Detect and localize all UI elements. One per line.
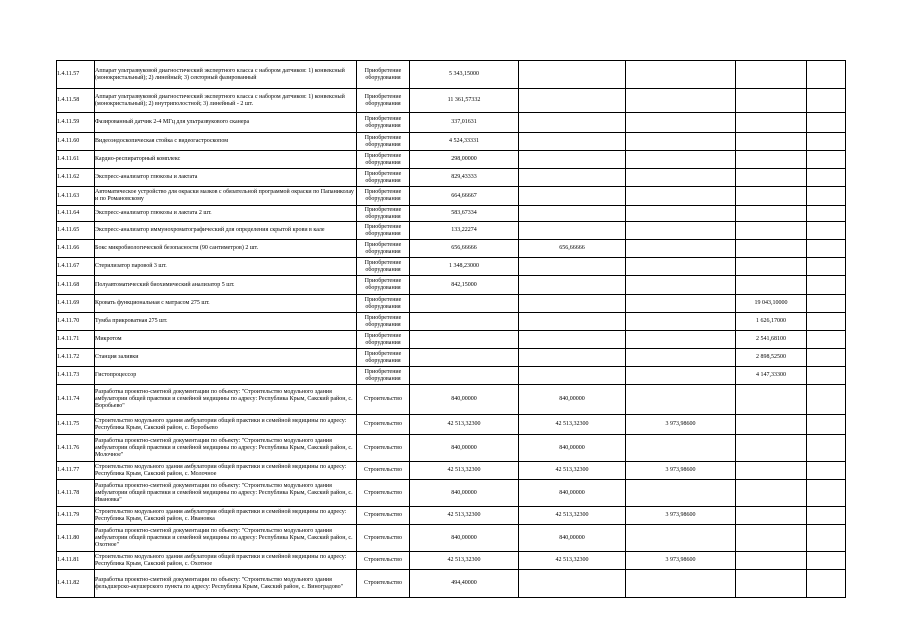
row-value-1: 42 513,32300 — [410, 415, 519, 435]
row-type: Приобретение оборудования — [357, 313, 410, 331]
row-value-1: 656,66666 — [410, 240, 519, 258]
row-value-3 — [626, 61, 736, 89]
table-row — [57, 385, 846, 415]
row-type: Строительство — [357, 385, 410, 415]
row-type: Строительство — [357, 435, 410, 462]
row-value-4 — [736, 133, 807, 151]
row-code: 1.4.11.64 — [57, 206, 95, 222]
table-row — [57, 552, 846, 570]
row-value-1: 4 524,33331 — [410, 133, 519, 151]
table-row — [57, 331, 846, 349]
row-value-4 — [736, 415, 807, 435]
row-description: Разработка проектно-сметной документации по объекту: "Строительство модульного здания амбулатории общей практики и семейной медицины по адресу: Республика Крым, Сакский район, с. Молочное" — [95, 435, 357, 462]
row-value-1 — [410, 313, 519, 331]
row-value-2: 42 513,32300 — [519, 507, 626, 525]
row-value-1: 1 348,23000 — [410, 258, 519, 276]
table-row — [57, 480, 846, 507]
row-empty-cell — [807, 435, 846, 462]
row-type: Приобретение оборудования — [357, 331, 410, 349]
row-type: Строительство — [357, 415, 410, 435]
row-value-2 — [519, 349, 626, 367]
row-type: Строительство — [357, 525, 410, 552]
row-type: Приобретение оборудования — [357, 295, 410, 313]
row-value-4 — [736, 151, 807, 169]
row-value-4 — [736, 435, 807, 462]
row-value-4 — [736, 61, 807, 89]
row-code: 1.4.11.71 — [57, 331, 95, 349]
table-row — [57, 89, 846, 113]
row-empty-cell — [807, 331, 846, 349]
table-row — [57, 276, 846, 295]
row-value-1: 840,00000 — [410, 525, 519, 552]
row-value-1: 298,00000 — [410, 151, 519, 169]
row-value-2 — [519, 133, 626, 151]
row-description: Гистопроцессор — [95, 367, 357, 385]
row-empty-cell — [807, 61, 846, 89]
row-value-1: 42 513,32300 — [410, 552, 519, 570]
row-value-3 — [626, 151, 736, 169]
row-code: 1.4.11.63 — [57, 187, 95, 206]
table-row — [57, 187, 846, 206]
row-code: 1.4.11.76 — [57, 435, 95, 462]
row-value-3 — [626, 258, 736, 276]
table-row — [57, 113, 846, 133]
row-value-3 — [626, 222, 736, 240]
row-value-2: 840,00000 — [519, 525, 626, 552]
row-empty-cell — [807, 349, 846, 367]
row-value-2 — [519, 367, 626, 385]
row-description: Станция заливки — [95, 349, 357, 367]
row-value-4 — [736, 113, 807, 133]
row-value-1: 840,00000 — [410, 435, 519, 462]
row-value-2 — [519, 276, 626, 295]
row-value-4 — [736, 206, 807, 222]
row-description: Тумба прикроватная 275 шт. — [95, 313, 357, 331]
row-description: Строительство модульного здания амбулатории общей практики и семейной медицины по адресу: Республика Крым, Сакский район, с. Молочное — [95, 462, 357, 480]
row-value-1: 42 513,32300 — [410, 462, 519, 480]
row-description: Кардио-респираторный комплекс — [95, 151, 357, 169]
row-description: Разработка проектно-сметной документации по объекту: "Строительство модульного здания фельдшерско-акушерского пункта по адресу: Республика Крым, Сакский район, с. Виноградово" — [95, 570, 357, 598]
row-description: Видеоэндоскопическая стойка с видеогастроскопом — [95, 133, 357, 151]
row-value-4 — [736, 385, 807, 415]
row-value-3: 3 973,98600 — [626, 552, 736, 570]
row-empty-cell — [807, 415, 846, 435]
row-value-4 — [736, 187, 807, 206]
row-description: Кровать функциональная с матрасом 275 шт. — [95, 295, 357, 313]
row-value-4: 2 541,68100 — [736, 331, 807, 349]
row-value-3 — [626, 435, 736, 462]
row-empty-cell — [807, 276, 846, 295]
row-value-2: 840,00000 — [519, 435, 626, 462]
row-type: Приобретение оборудования — [357, 258, 410, 276]
row-description: Экспресс-анализатор глюкозы и лактата — [95, 169, 357, 187]
row-value-1: 11 361,57332 — [410, 89, 519, 113]
row-code: 1.4.11.81 — [57, 552, 95, 570]
row-type: Приобретение оборудования — [357, 169, 410, 187]
row-code: 1.4.11.77 — [57, 462, 95, 480]
row-value-2 — [519, 258, 626, 276]
row-code: 1.4.11.69 — [57, 295, 95, 313]
row-value-4 — [736, 240, 807, 258]
table-row — [57, 133, 846, 151]
row-code: 1.4.11.60 — [57, 133, 95, 151]
row-value-1 — [410, 295, 519, 313]
row-empty-cell — [807, 133, 846, 151]
row-value-1: 829,43333 — [410, 169, 519, 187]
row-value-3 — [626, 295, 736, 313]
row-empty-cell — [807, 313, 846, 331]
row-value-2: 42 513,32300 — [519, 462, 626, 480]
row-type: Приобретение оборудования — [357, 206, 410, 222]
row-value-4 — [736, 507, 807, 525]
row-code: 1.4.11.68 — [57, 276, 95, 295]
row-value-4 — [736, 258, 807, 276]
row-value-3 — [626, 206, 736, 222]
row-description: Экспресс-анализатор глюкозы и лактата 2 шт. — [95, 206, 357, 222]
row-value-2 — [519, 61, 626, 89]
row-description: Строительство модульного здания амбулатории общей практики и семейной медицины по адресу: Республика Крым, Сакский район, с. Воробьево — [95, 415, 357, 435]
row-empty-cell — [807, 169, 846, 187]
row-code: 1.4.11.79 — [57, 507, 95, 525]
row-value-3 — [626, 331, 736, 349]
row-value-2 — [519, 206, 626, 222]
row-empty-cell — [807, 187, 846, 206]
row-value-2: 42 513,32300 — [519, 552, 626, 570]
row-description: Разработка проектно-сметной документации по объекту: "Строительство модульного здания амбулатории общей практики и семейной медицины по адресу: Республика Крым, Сакский район, с. Ивановка" — [95, 480, 357, 507]
row-value-3 — [626, 313, 736, 331]
row-value-4 — [736, 89, 807, 113]
row-description: Разработка проектно-сметной документации по объекту: "Строительство модульного здания амбулатории общей практики и семейной медицины по адресу: Республика Крым, Сакский район, с. Охотное" — [95, 525, 357, 552]
row-type: Строительство — [357, 552, 410, 570]
row-value-1 — [410, 331, 519, 349]
row-type: Приобретение оборудования — [357, 133, 410, 151]
table-row — [57, 367, 846, 385]
row-type: Приобретение оборудования — [357, 61, 410, 89]
row-description: Разработка проектно-сметной документации по объекту: "Строительство модульного здания амбулатории общей практики и семейной медицины по адресу: Республика Крым, Сакский район, с. Воробьево" — [95, 385, 357, 415]
row-empty-cell — [807, 151, 846, 169]
row-code: 1.4.11.70 — [57, 313, 95, 331]
row-description: Автоматическое устройство для окраски мазков с обязательной программой окраски по Папаниколау и по Романовскому — [95, 187, 357, 206]
row-empty-cell — [807, 258, 846, 276]
row-empty-cell — [807, 89, 846, 113]
row-value-1 — [410, 349, 519, 367]
row-type: Приобретение оборудования — [357, 187, 410, 206]
row-empty-cell — [807, 570, 846, 598]
row-value-1: 337,01631 — [410, 113, 519, 133]
row-value-1: 133,22274 — [410, 222, 519, 240]
row-value-3 — [626, 89, 736, 113]
row-description: Строительство модульного здания амбулатории общей практики и семейной медицины по адресу: Республика Крым, Сакский район, с. Ивановка — [95, 507, 357, 525]
row-value-4 — [736, 276, 807, 295]
row-type: Приобретение оборудования — [357, 276, 410, 295]
row-value-3: 3 973,98600 — [626, 507, 736, 525]
row-type: Приобретение оборудования — [357, 240, 410, 258]
row-value-2 — [519, 187, 626, 206]
row-type: Строительство — [357, 570, 410, 598]
row-description: Экспресс-анализатор иммунохроматографический для определения скрытой крови в кале — [95, 222, 357, 240]
row-type: Приобретение оборудования — [357, 89, 410, 113]
table-row — [57, 570, 846, 598]
table-row — [57, 151, 846, 169]
table-row — [57, 240, 846, 258]
row-value-3 — [626, 349, 736, 367]
row-code: 1.4.11.59 — [57, 113, 95, 133]
row-type: Строительство — [357, 462, 410, 480]
row-value-4 — [736, 222, 807, 240]
row-code: 1.4.11.73 — [57, 367, 95, 385]
row-value-2 — [519, 222, 626, 240]
row-value-4: 2 898,52500 — [736, 349, 807, 367]
row-empty-cell — [807, 507, 846, 525]
row-code: 1.4.11.72 — [57, 349, 95, 367]
row-value-1: 494,40000 — [410, 570, 519, 598]
row-value-2: 840,00000 — [519, 480, 626, 507]
table-row — [57, 295, 846, 313]
row-value-1: 840,00000 — [410, 385, 519, 415]
row-code: 1.4.11.82 — [57, 570, 95, 598]
row-empty-cell — [807, 480, 846, 507]
row-description: Аппарат ультразвуковой диагностический экспертного класса с набором датчиков: 1) конвексный (монокристальный); 2) внутриполостной; 3) линейный - 2 шт. — [95, 89, 357, 113]
row-empty-cell — [807, 240, 846, 258]
budget-table — [56, 60, 846, 598]
table-row — [57, 206, 846, 222]
row-code: 1.4.11.78 — [57, 480, 95, 507]
row-value-2 — [519, 331, 626, 349]
table-row — [57, 462, 846, 480]
row-empty-cell — [807, 552, 846, 570]
row-code: 1.4.11.74 — [57, 385, 95, 415]
row-empty-cell — [807, 367, 846, 385]
row-empty-cell — [807, 462, 846, 480]
row-value-4 — [736, 169, 807, 187]
row-value-1: 5 343,15000 — [410, 61, 519, 89]
row-value-3 — [626, 385, 736, 415]
row-description: Полуавтоматический биохимический анализатор 5 шт. — [95, 276, 357, 295]
row-empty-cell — [807, 113, 846, 133]
row-value-4 — [736, 462, 807, 480]
row-value-3 — [626, 367, 736, 385]
row-code: 1.4.11.58 — [57, 89, 95, 113]
row-code: 1.4.11.80 — [57, 525, 95, 552]
table-body — [57, 61, 846, 598]
row-value-4: 4 147,33300 — [736, 367, 807, 385]
row-code: 1.4.11.57 — [57, 61, 95, 89]
row-description: Микротом — [95, 331, 357, 349]
row-type: Строительство — [357, 507, 410, 525]
table-row — [57, 258, 846, 276]
row-code: 1.4.11.65 — [57, 222, 95, 240]
row-value-2: 656,66666 — [519, 240, 626, 258]
row-type: Приобретение оборудования — [357, 349, 410, 367]
row-value-2 — [519, 113, 626, 133]
row-value-3 — [626, 187, 736, 206]
table-row — [57, 169, 846, 187]
row-code: 1.4.11.62 — [57, 169, 95, 187]
row-value-2 — [519, 295, 626, 313]
row-value-3 — [626, 240, 736, 258]
row-code: 1.4.11.61 — [57, 151, 95, 169]
row-value-3 — [626, 525, 736, 552]
table-row — [57, 349, 846, 367]
row-value-1: 664,66667 — [410, 187, 519, 206]
row-value-3: 3 973,98600 — [626, 462, 736, 480]
table-row — [57, 507, 846, 525]
row-description: Бокс микробиологической безопасности (90 сантиметров) 2 шт. — [95, 240, 357, 258]
row-value-4 — [736, 552, 807, 570]
row-value-4 — [736, 525, 807, 552]
row-type: Строительство — [357, 480, 410, 507]
row-value-2: 840,00000 — [519, 385, 626, 415]
row-empty-cell — [807, 222, 846, 240]
row-value-2 — [519, 151, 626, 169]
row-value-2 — [519, 89, 626, 113]
row-description: Фазированный датчик 2-4 МГц для ультразвукового сканера — [95, 113, 357, 133]
document-page — [56, 60, 845, 598]
row-type: Приобретение оборудования — [357, 151, 410, 169]
row-empty-cell — [807, 385, 846, 415]
row-value-4: 19 043,10000 — [736, 295, 807, 313]
row-value-1: 842,15000 — [410, 276, 519, 295]
table-row — [57, 435, 846, 462]
row-value-1 — [410, 367, 519, 385]
row-description: Строительство модульного здания амбулатории общей практики и семейной медицины по адресу: Республика Крым, Сакский район, с. Охотное — [95, 552, 357, 570]
row-value-3 — [626, 276, 736, 295]
row-empty-cell — [807, 295, 846, 313]
table-row — [57, 415, 846, 435]
row-value-3 — [626, 169, 736, 187]
row-value-2 — [519, 169, 626, 187]
row-value-1: 840,00000 — [410, 480, 519, 507]
table-row — [57, 525, 846, 552]
row-empty-cell — [807, 525, 846, 552]
row-value-3 — [626, 113, 736, 133]
row-empty-cell — [807, 206, 846, 222]
table-row — [57, 313, 846, 331]
row-value-3 — [626, 480, 736, 507]
row-code: 1.4.11.67 — [57, 258, 95, 276]
row-type: Приобретение оборудования — [357, 222, 410, 240]
row-type: Приобретение оборудования — [357, 367, 410, 385]
row-value-4 — [736, 570, 807, 598]
row-value-4 — [736, 480, 807, 507]
row-value-2 — [519, 313, 626, 331]
row-type: Приобретение оборудования — [357, 113, 410, 133]
table-row — [57, 61, 846, 89]
row-code: 1.4.11.75 — [57, 415, 95, 435]
row-value-3 — [626, 570, 736, 598]
row-description: Стерилизатор паровой 3 шт. — [95, 258, 357, 276]
row-value-1: 583,67334 — [410, 206, 519, 222]
row-value-1: 42 513,32300 — [410, 507, 519, 525]
row-value-2: 42 513,32300 — [519, 415, 626, 435]
row-description: Аппарат ультразвуковой диагностический экспертного класса с набором датчиков: 1) конвексный (монокристальный); 2) линейный; 3) секторный фазированный — [95, 61, 357, 89]
row-code: 1.4.11.66 — [57, 240, 95, 258]
row-value-3: 3 973,98600 — [626, 415, 736, 435]
row-value-4: 1 626,17000 — [736, 313, 807, 331]
row-value-2 — [519, 570, 626, 598]
table-row — [57, 222, 846, 240]
row-value-3 — [626, 133, 736, 151]
